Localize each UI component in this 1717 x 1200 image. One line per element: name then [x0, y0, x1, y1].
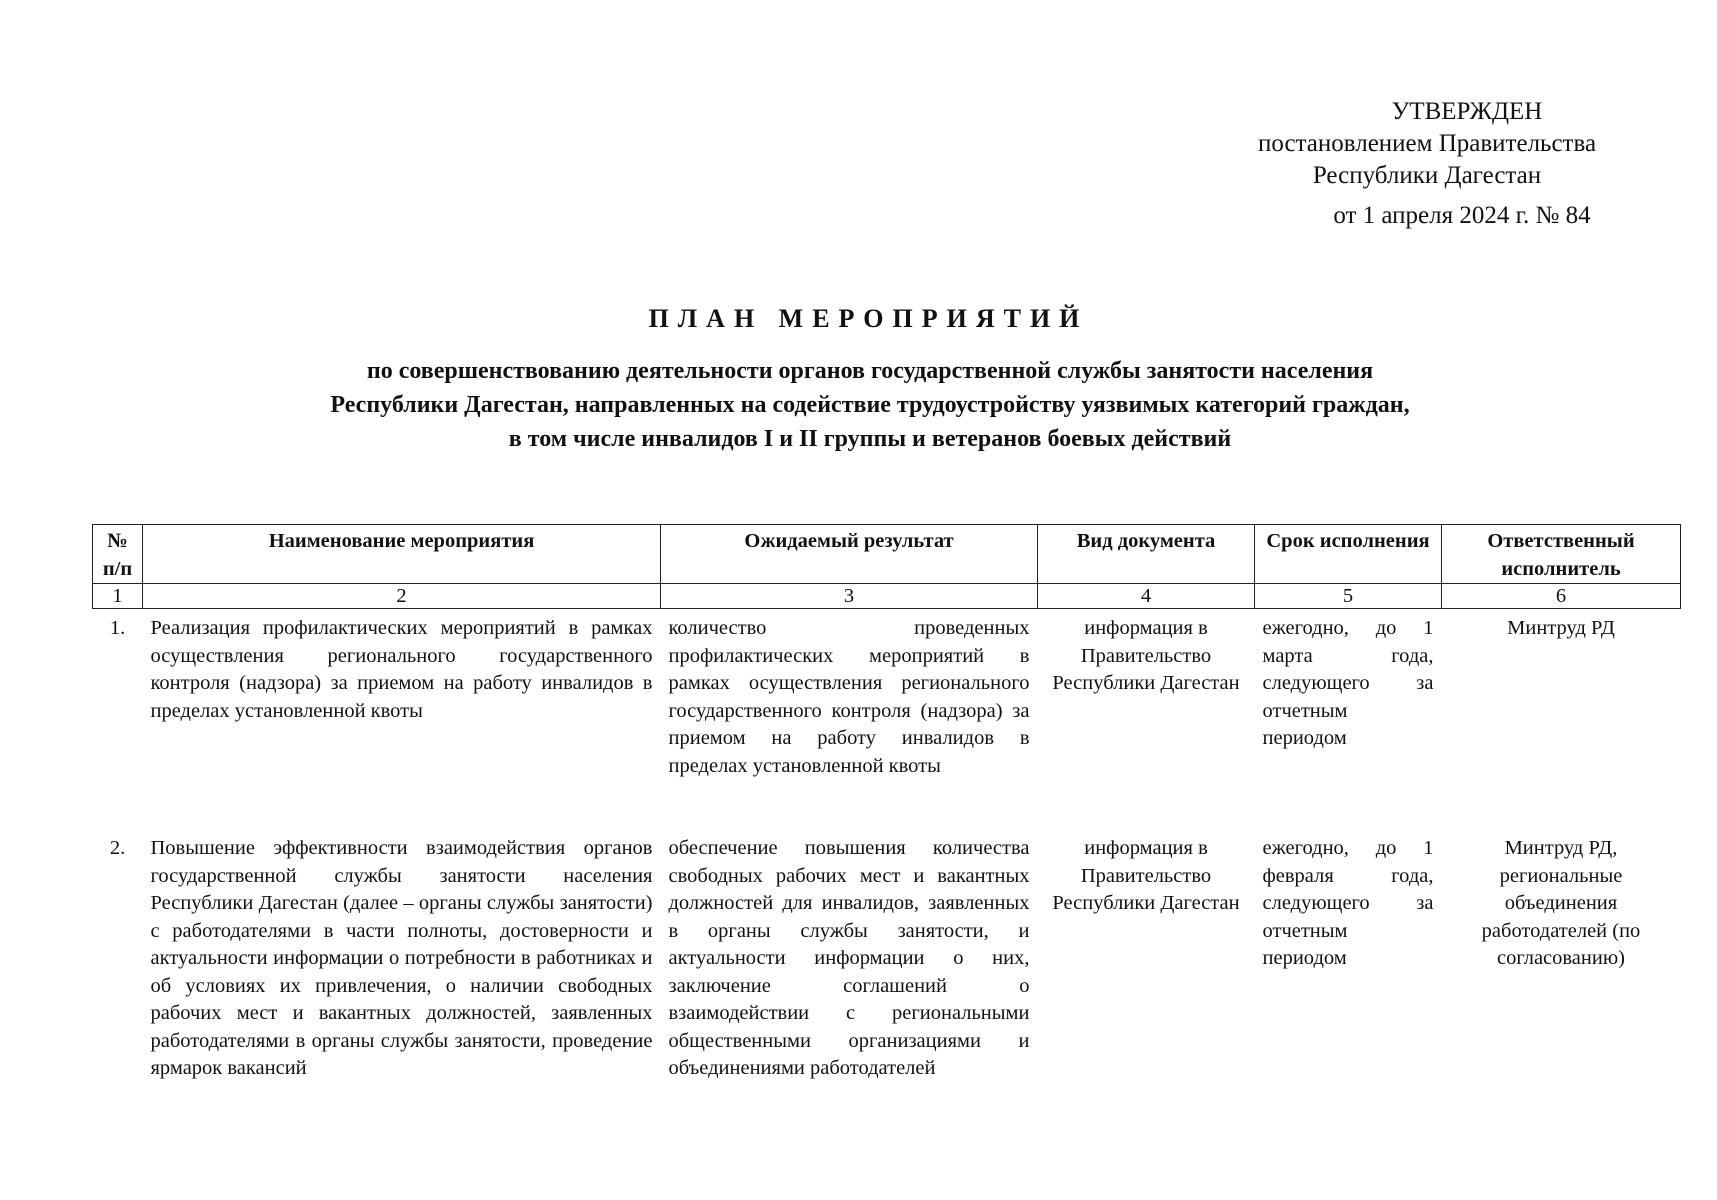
- column-number: 5: [1255, 584, 1442, 609]
- row-expected-result: количество проведенных профилактических мероприятий в рамках осуществления регионального государственного контроля (надзора) за приемом на работу инвалидов в пределах установленной квоты: [668, 617, 1030, 777]
- column-number-row: [93, 584, 1681, 609]
- approval-region: Республики Дагестан: [1312, 162, 1542, 189]
- subtitle-line-1: по совершенствованию деятельности органов государственной службы занятости населения: [366, 358, 1374, 384]
- approval-stamp: [1217, 96, 1637, 232]
- row-number: 2.: [109, 837, 126, 859]
- document-subtitle: [180, 354, 1560, 456]
- header-result: Ожидаемый результат: [661, 525, 1038, 584]
- row-expected-result: обеспечение повышения количества свободных рабочих мест и вакантных должностей для инвалидов, заявленных в органы службы занятости, и актуальности информации о них, заключение соглашений о взаимодействии с региональными общественными организациями и объединениями работодателей: [668, 837, 1030, 1079]
- row-activity-name: Реализация профилактических мероприятий в рамках осуществления регионального государственного контроля (надзора) за приемом на работу инвалидов в пределах установленной квоты: [150, 617, 653, 722]
- row-executor: Минтруд РД, региональные объединения работодателей (по согласованию): [1481, 837, 1641, 969]
- column-number: 2: [143, 584, 661, 609]
- header-executor: Ответственный исполнитель: [1442, 525, 1681, 584]
- row-executor: Минтруд РД: [1507, 617, 1615, 639]
- approval-date: от 1 апреля 2024 г. № 84: [1333, 202, 1591, 229]
- row-document-type: информация в Правительство Республики Дагестан: [1052, 837, 1240, 914]
- header-name: Наименование мероприятия: [143, 525, 661, 584]
- column-number: 3: [661, 584, 1038, 609]
- table-row: [93, 609, 1681, 826]
- row-number: 1.: [109, 617, 126, 639]
- header-number: № п/п: [93, 525, 143, 584]
- document-title: ПЛАН МЕРОПРИЯТИЙ: [648, 304, 1089, 333]
- header-deadline: Срок исполнения: [1255, 525, 1442, 584]
- subtitle-line-3: в том числе инвалидов I и II группы и ветеранов боевых действий: [508, 426, 1232, 452]
- row-document-type: информация в Правительство Республики Дагестан: [1052, 617, 1240, 694]
- column-number: 4: [1038, 584, 1255, 609]
- approval-authority: постановлением Правительства: [1257, 130, 1597, 157]
- column-number: 6: [1442, 584, 1681, 609]
- column-number: 1: [93, 584, 143, 609]
- approval-heading: УТВЕРЖДЕН: [1391, 98, 1543, 125]
- plan-table: [92, 524, 1681, 1083]
- row-deadline: ежегодно, до 1 февраля года, следующего за отчетным периодом: [1262, 837, 1434, 969]
- table-row: [93, 825, 1681, 1083]
- row-activity-name: Повышение эффективности взаимодействия органов государственной службы занятости населения Республики Дагестан (далее – органы службы занятости) с работодателями в части полноты, достоверности и актуальности информации о потребности в работниках и об условиях их привлечения, о наличии свободных рабочих мест и вакантных должностей, заявленных работодателями в органы службы занятости, проведение ярмарок вакансий: [150, 837, 653, 1079]
- header-doc: Вид документа: [1038, 525, 1255, 584]
- table-header-row: [93, 525, 1681, 584]
- subtitle-line-2: Республики Дагестан, направленных на содействие трудоустройству уязвимых категорий граждан,: [330, 392, 1410, 418]
- row-deadline: ежегодно, до 1 марта года, следующего за отчетным периодом: [1262, 617, 1434, 749]
